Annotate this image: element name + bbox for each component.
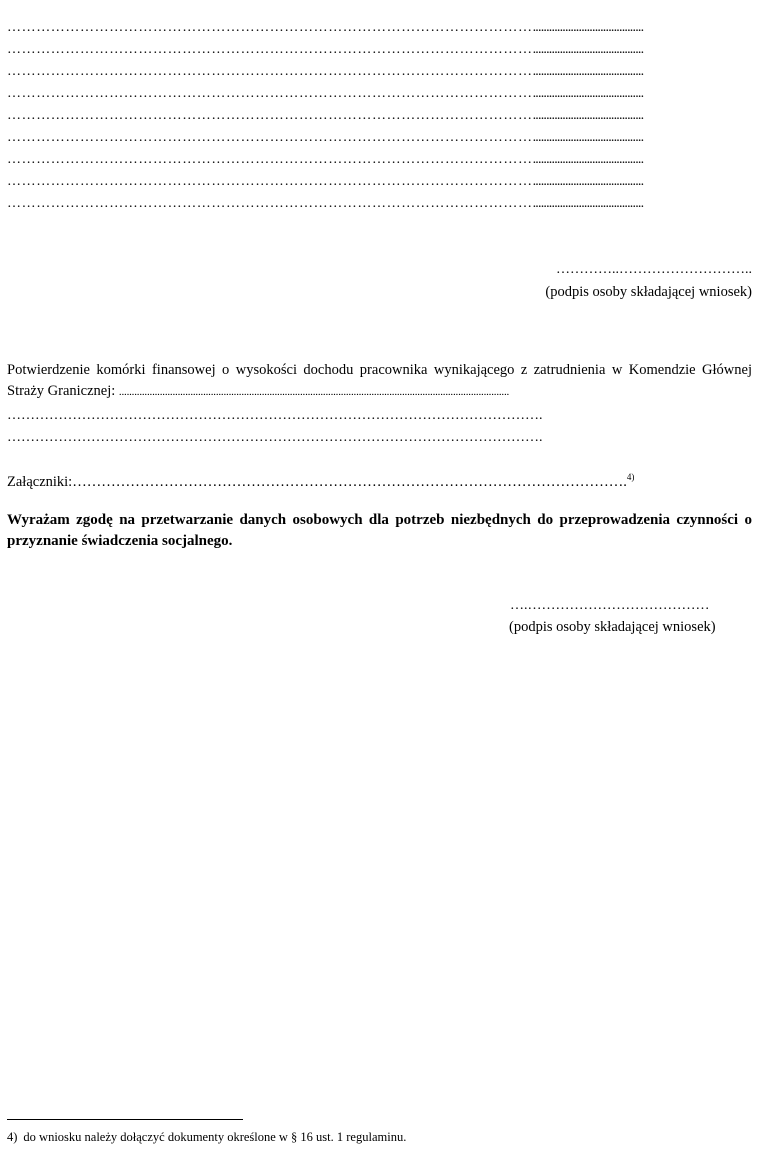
dotted-line-part: ……………………………………………………………………………………………… <box>7 86 533 101</box>
footnote-number: 4) <box>7 1130 18 1144</box>
dotted-line[interactable] <box>7 152 752 168</box>
confirmation-fill-dots[interactable]: ......................................................................................................................................................... <box>118 386 510 398</box>
dotted-line-part: ……………………………………………………………………………………………… <box>7 196 533 211</box>
attachments-label: Załączniki: <box>7 474 73 490</box>
dotted-line-part: ……………………………………………………………………………………………… <box>7 174 533 189</box>
dotted-line-part: ......................................... <box>532 20 644 35</box>
dotted-line-part: ......................................... <box>532 196 644 211</box>
dotted-line-part: ……………………………………………………………………………………………… <box>7 20 533 35</box>
dotted-line-part: ……………………………………………………………………………………………… <box>7 152 533 167</box>
dotted-line[interactable] <box>7 174 752 190</box>
footnote-divider <box>7 1119 243 1120</box>
dotted-line-part: ......................................... <box>532 42 644 57</box>
dotted-line-part: ……………………………………………………………………………………………… <box>7 64 533 79</box>
footnote-ref: 4) <box>626 472 635 482</box>
dotted-line-part: ......................................... <box>532 152 644 167</box>
attachments-line <box>7 468 752 491</box>
attachments-fill-dots[interactable]: ……………………………………………………………………………………………………. <box>72 474 627 490</box>
dotted-line[interactable] <box>7 86 752 102</box>
dotted-line-part: ......................................... <box>532 108 644 123</box>
dotted-line[interactable] <box>7 20 752 36</box>
footnote <box>7 1129 406 1145</box>
footnote-text: do wniosku należy dołączyć dokumenty określone w § 16 ust. 1 regulaminu. <box>23 1130 407 1144</box>
dotted-line-part: ......................................... <box>532 86 644 101</box>
dotted-line[interactable] <box>7 108 752 124</box>
signature-line[interactable]: ….………………………………… <box>510 598 710 613</box>
confirmation-fill-line[interactable]: ……………………………………………………………………………………………………. <box>7 430 543 445</box>
dotted-line[interactable] <box>7 42 752 58</box>
dotted-line-part: ……………………………………………………………………………………………… <box>7 130 533 145</box>
dotted-line[interactable] <box>7 196 752 212</box>
signature-label: (podpis osoby składającej wniosek) <box>545 284 752 300</box>
dotted-line-part: ......................................... <box>532 130 644 145</box>
confirmation-fill-line[interactable]: ……………………………………………………………………………………………………. <box>7 408 543 423</box>
dotted-line-part: ……………………………………………………………………………………………… <box>7 108 533 123</box>
dotted-line-part: ......................................... <box>532 64 644 79</box>
confirmation-paragraph <box>7 360 752 403</box>
signature-line[interactable]: …………..……………………….. <box>556 262 752 277</box>
dotted-line-part: ……………………………………………………………………………………………… <box>7 42 533 57</box>
dotted-line[interactable] <box>7 130 752 146</box>
signature-label: (podpis osoby składającej wniosek) <box>509 619 716 635</box>
confirmation-text: Potwierdzenie komórki finansowej o wysokości dochodu pracownika wynikającego z zatrudnienia w Komendzie Głównej Straży Granicznej: <box>7 362 752 399</box>
dotted-line-part: ......................................... <box>532 174 644 189</box>
consent-statement: Wyrażam zgodę na przetwarzanie danych osobowych dla potrzeb niezbędnych do przeprowadzenia czynności o przyznanie świadczenia socjalnego. <box>7 512 752 549</box>
dotted-line[interactable] <box>7 64 752 80</box>
